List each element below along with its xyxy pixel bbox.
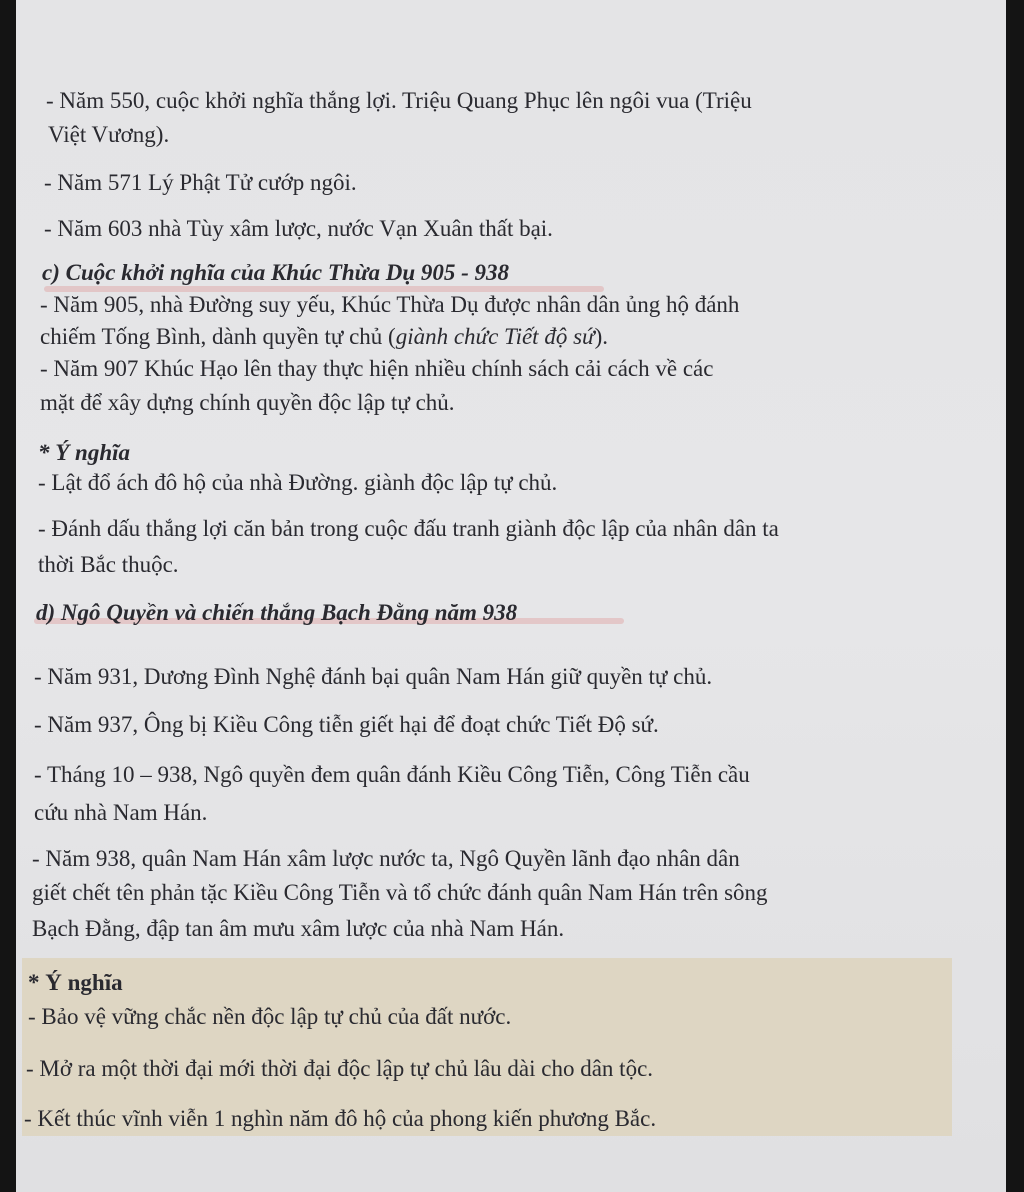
section-heading: c) Cuộc khởi nghĩa của Khúc Thừa Dụ 905 - 938 [42, 260, 510, 285]
meaning-heading: * Ý nghĩa [28, 970, 123, 995]
text-span: chiếm Tống Bình, dành quyền tự chủ ( [40, 324, 396, 349]
text-line: - Năm 931, Dương Đình Nghệ đánh bại quân Nam Hán giữ quyền tự chủ. [34, 664, 713, 689]
document-page [16, 0, 1006, 1192]
text-line: - Năm 907 Khúc Hạo lên thay thực hiện nhiều chính sách cải cách về các [40, 356, 714, 381]
text-line: - Năm 938, quân Nam Hán xâm lược nước ta, Ngô Quyền lãnh đạo nhân dân [32, 846, 740, 871]
section-heading: d) Ngô Quyền và chiến thắng Bạch Đằng năm 938 [36, 600, 518, 625]
text-line: - Kết thúc vĩnh viễn 1 nghìn năm đô hộ của phong kiến phương Bắc. [24, 1106, 657, 1131]
text-line: thời Bắc thuộc. [38, 552, 179, 577]
text-line: - Đánh dấu thắng lợi căn bản trong cuộc đấu tranh giành độc lập của nhân dân ta [38, 516, 779, 541]
text-line: - Mở ra một thời đại mới thời đại độc lập tự chủ lâu dài cho dân tộc. [26, 1056, 654, 1081]
italic-span: giành chức Tiết độ sứ [395, 324, 595, 349]
text-line: - Tháng 10 – 938, Ngô quyền đem quân đánh Kiều Công Tiễn, Công Tiễn cầu [34, 762, 750, 787]
text-span: ). [594, 324, 608, 349]
text-line: - Năm 905, nhà Đường suy yếu, Khúc Thừa Dụ được nhân dân ủng hộ đánh [40, 292, 740, 317]
text-line: giết chết tên phản tặc Kiều Công Tiễn và tổ chức đánh quân Nam Hán trên sông [32, 880, 768, 905]
text-line: - Năm 550, cuộc khởi nghĩa thắng lợi. Triệu Quang Phục lên ngôi vua (Triệu [46, 88, 752, 113]
text-line: Việt Vương). [48, 122, 170, 147]
text-line: - Bảo vệ vững chắc nền độc lập tự chủ của đất nước. [28, 1004, 512, 1029]
text-line: - Năm 571 Lý Phật Tử cướp ngôi. [44, 170, 357, 195]
text-line: mặt để xây dựng chính quyền độc lập tự chủ. [40, 390, 455, 415]
text-line: Bạch Đằng, đập tan âm mưu xâm lược của nhà Nam Hán. [32, 916, 565, 941]
meaning-heading: * Ý nghĩa [38, 440, 131, 465]
text-line: - Năm 603 nhà Tùy xâm lược, nước Vạn Xuân thất bại. [44, 216, 553, 241]
text-line: cứu nhà Nam Hán. [34, 800, 208, 825]
text-line: - Năm 937, Ông bị Kiều Công tiễn giết hại để đoạt chức Tiết Độ sứ. [34, 712, 659, 737]
text-line [40, 320, 608, 353]
text-line: - Lật đổ ách đô hộ của nhà Đường. giành độc lập tự chủ. [38, 470, 558, 495]
